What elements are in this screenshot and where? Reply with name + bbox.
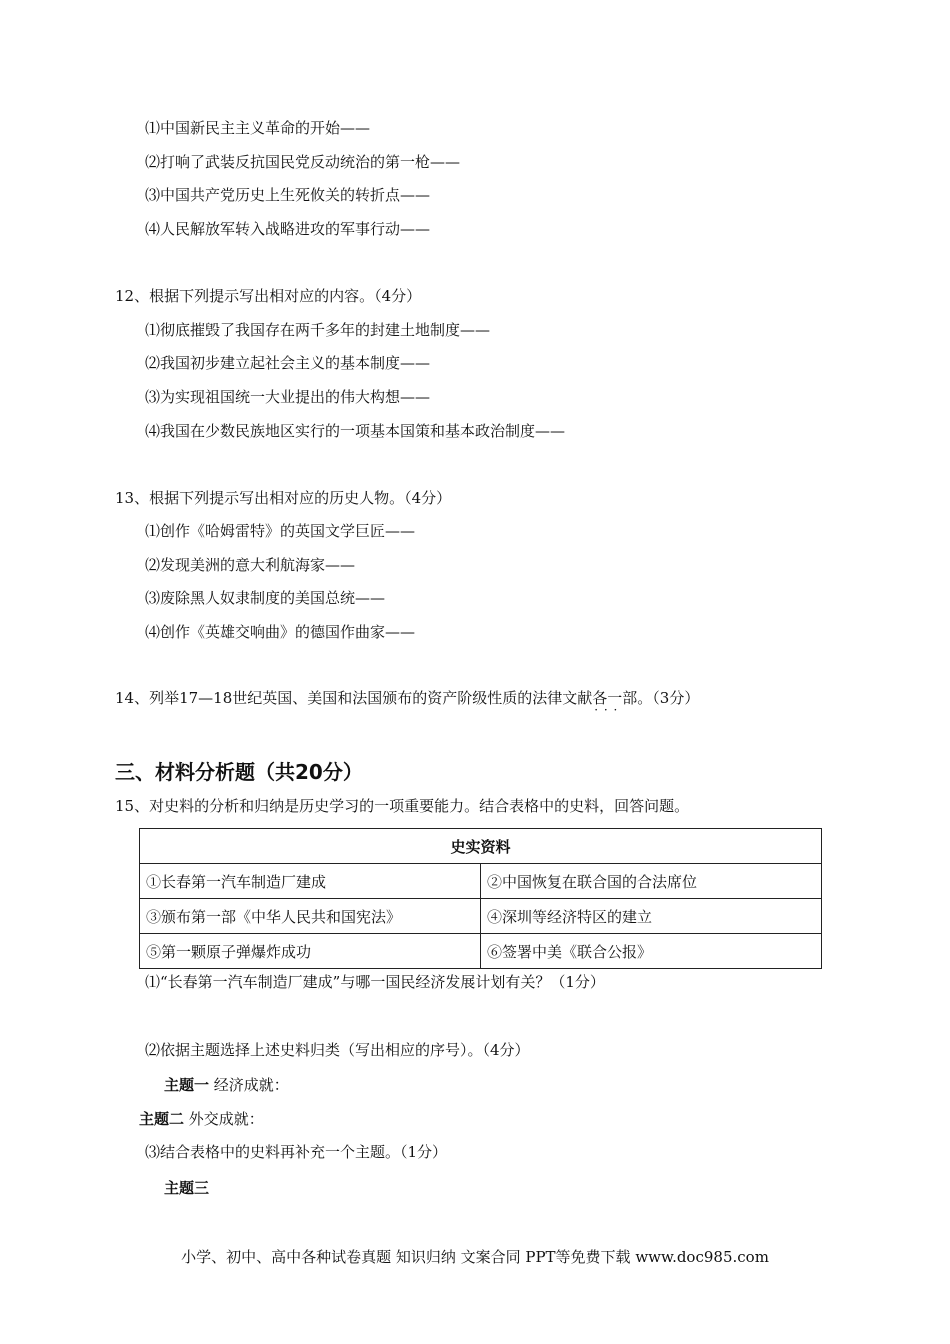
q12-item-4: ⑷我国在少数民族地区实行的一项基本国策和基本政治制度—— (145, 422, 566, 440)
q12-item-1: ⑴彻底摧毁了我国存在两千多年的封建土地制度—— (145, 321, 491, 339)
q13-item-1: ⑴创作《哈姆雷特》的英国文学巨匠—— (145, 522, 416, 540)
q11-item-4: ⑷人民解放军转入战略进攻的军事行动—— (145, 220, 431, 238)
q15-prompt: 15、对史料的分析和归纳是历史学习的一项重要能力。结合表格中的史料，回答问题。 (115, 797, 690, 815)
table-header: 史实资料 (140, 829, 822, 864)
theme-2-label: 主题二 (139, 1110, 185, 1128)
q14-suffix: 。（3分） (637, 689, 700, 707)
q12-item-2: ⑵我国初步建立起社会主义的基本制度—— (145, 354, 431, 372)
theme-1-label: 主题一 (164, 1076, 210, 1094)
table-header-row (140, 829, 822, 864)
table-row (140, 899, 822, 934)
theme-2 (139, 1109, 264, 1129)
q13-item-4: ⑷创作《英雄交响曲》的德国作曲家—— (145, 623, 416, 641)
q12-prompt: 12、根据下列提示写出相对应的内容。（4分） (115, 287, 422, 305)
table-cell: ④深圳等经济特区的建立 (481, 899, 822, 934)
q12-item-3: ⑶为实现祖国统一大业提出的伟大构想—— (145, 388, 431, 406)
table-cell: ③颁布第一部《中华人民共和国宪法》 (140, 899, 481, 934)
q15-sub2: ⑵依据主题选择上述史料归类（写出相应的序号）。（4分） (145, 1041, 530, 1059)
q14-prompt (115, 688, 699, 708)
q11-item-1: ⑴中国新民主主义革命的开始—— (145, 119, 371, 137)
section-3-title: 三、材料分析题（共20分） (115, 760, 363, 784)
table-cell: ⑤第一颗原子弹爆炸成功 (140, 934, 481, 969)
q15-sub1: ⑴“长春第一汽车制造厂建成”与哪一国民经济发展计划有关？（1分） (145, 973, 605, 991)
historical-materials-table (139, 828, 822, 969)
table-row (140, 864, 822, 899)
q11-item-3: ⑶中国共产党历史上生死攸关的转折点—— (145, 186, 431, 204)
q15-sub3: ⑶结合表格中的史料再补充一个主题。（1分） (145, 1143, 448, 1161)
q14-prefix: 14、列举17—18世纪英国、美国和法国颁布的资产阶级性质的法律文献 (115, 689, 593, 707)
theme-1-text: 经济成就： (213, 1076, 289, 1094)
q13-item-2: ⑵发现美洲的意大利航海家—— (145, 556, 356, 574)
page-footer: 小学、初中、高中各种试卷真题 知识归纳 文案合同 PPT等免费下载 www.doc985.com (181, 1248, 769, 1266)
theme-3-label: 主题三 (164, 1179, 210, 1197)
q13-item-3: ⑶废除黑人奴隶制度的美国总统—— (145, 589, 386, 607)
table-cell: ②中国恢复在联合国的合法席位 (481, 864, 822, 899)
table-cell: ①长春第一汽车制造厂建成 (140, 864, 481, 899)
theme-2-text: 外交成就： (188, 1110, 264, 1128)
q14-emphasis: 各一部 · · · (592, 688, 637, 708)
theme-1 (164, 1075, 289, 1095)
q13-prompt: 13、根据下列提示写出相对应的历史人物。（4分） (115, 489, 452, 507)
q11-item-2: ⑵打响了武装反抗国民党反动统治的第一枪—— (145, 153, 461, 171)
table-cell: ⑥签署中美《联合公报》 (481, 934, 822, 969)
table-row (140, 934, 822, 969)
